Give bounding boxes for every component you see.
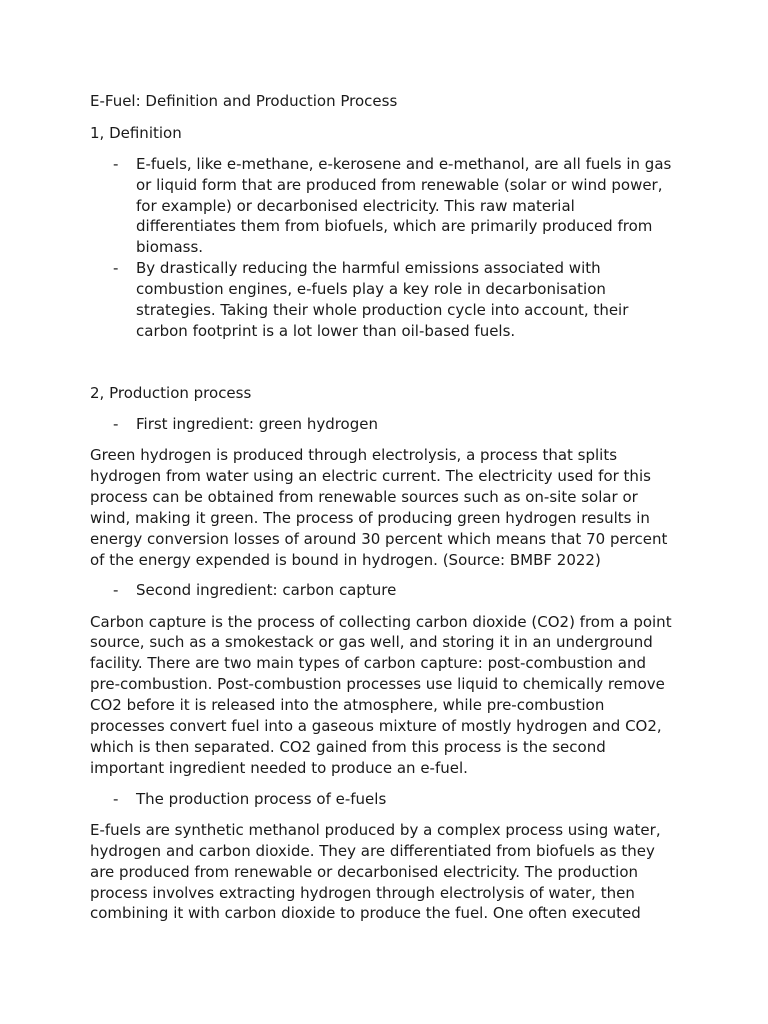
paragraph-line: which is then separated. CO2 gained from this process is the second xyxy=(90,738,606,756)
subheading-green-hydrogen: First ingredient: green hydrogen xyxy=(136,415,378,433)
bullet-text-line: combustion engines, e-fuels play a key role in decarbonisation xyxy=(136,280,606,298)
paragraph-line: combining it with carbon dioxide to produce the fuel. One often executed xyxy=(90,904,641,922)
paragraph-line: of the energy expended is bound in hydrogen. (Source: BMBF 2022) xyxy=(90,551,601,569)
paragraph-line: hydrogen from water using an electric current. The electricity used for this xyxy=(90,467,651,485)
section-heading-definition: 1, Definition xyxy=(90,124,182,142)
bullet-text-line: carbon footprint is a lot lower than oil-based fuels. xyxy=(136,322,516,340)
paragraph-line: Carbon capture is the process of collecting carbon dioxide (CO2) from a point xyxy=(90,613,672,631)
document-title: E-Fuel: Definition and Production Process xyxy=(90,92,398,110)
paragraph-line: are produced from renewable or decarbonised electricity. The production xyxy=(90,863,639,881)
paragraph-line: CO2 before it is released into the atmosphere, while pre-combustion xyxy=(90,696,605,714)
bullet-marker: - xyxy=(113,415,119,433)
paragraph-line: process can be obtained from renewable sources such as on-site solar or xyxy=(90,488,638,506)
paragraph-line: pre-combustion. Post-combustion processes use liquid to chemically remove xyxy=(90,675,665,693)
paragraph-line: energy conversion losses of around 30 percent which means that 70 percent xyxy=(90,530,668,548)
bullet-marker: - xyxy=(113,790,119,808)
bullet-text-line: for example) or decarbonised electricity. This raw material xyxy=(136,197,575,215)
bullet-text-line: E-fuels, like e-methane, e-kerosene and e-methanol, are all fuels in gas xyxy=(136,155,672,173)
paragraph-line: process involves extracting hydrogen through electrolysis of water, then xyxy=(90,884,635,902)
paragraph-line: wind, making it green. The process of producing green hydrogen results in xyxy=(90,509,650,527)
bullet-text-line: or liquid form that are produced from renewable (solar or wind power, xyxy=(136,176,663,194)
bullet-marker: - xyxy=(113,155,119,173)
paragraph-line: important ingredient needed to produce an e-fuel. xyxy=(90,759,468,777)
paragraph-line: source, such as a smokestack or gas well, and storing it in an underground xyxy=(90,633,653,651)
bullet-marker: - xyxy=(113,259,119,277)
paragraph-line: hydrogen and carbon dioxide. They are differentiated from biofuels as they xyxy=(90,842,655,860)
bullet-text-line: differentiates them from biofuels, which are primarily produced from xyxy=(136,217,653,235)
paragraph-line: processes convert fuel into a gaseous mixture of mostly hydrogen and CO2, xyxy=(90,717,662,735)
subheading-carbon-capture: Second ingredient: carbon capture xyxy=(136,581,397,599)
bullet-text-line: By drastically reducing the harmful emissions associated with xyxy=(136,259,601,277)
paragraph-line: E-fuels are synthetic methanol produced by a complex process using water, xyxy=(90,821,661,839)
bullet-text-line: strategies. Taking their whole production cycle into account, their xyxy=(136,301,629,319)
paragraph-line: Green hydrogen is produced through electrolysis, a process that splits xyxy=(90,446,618,464)
subheading-efuel-production: The production process of e-fuels xyxy=(136,790,387,808)
paragraph-line: facility. There are two main types of carbon capture: post-combustion and xyxy=(90,654,647,672)
bullet-marker: - xyxy=(113,581,119,599)
section-heading-production: 2, Production process xyxy=(90,384,252,402)
bullet-text-line: biomass. xyxy=(136,238,204,256)
